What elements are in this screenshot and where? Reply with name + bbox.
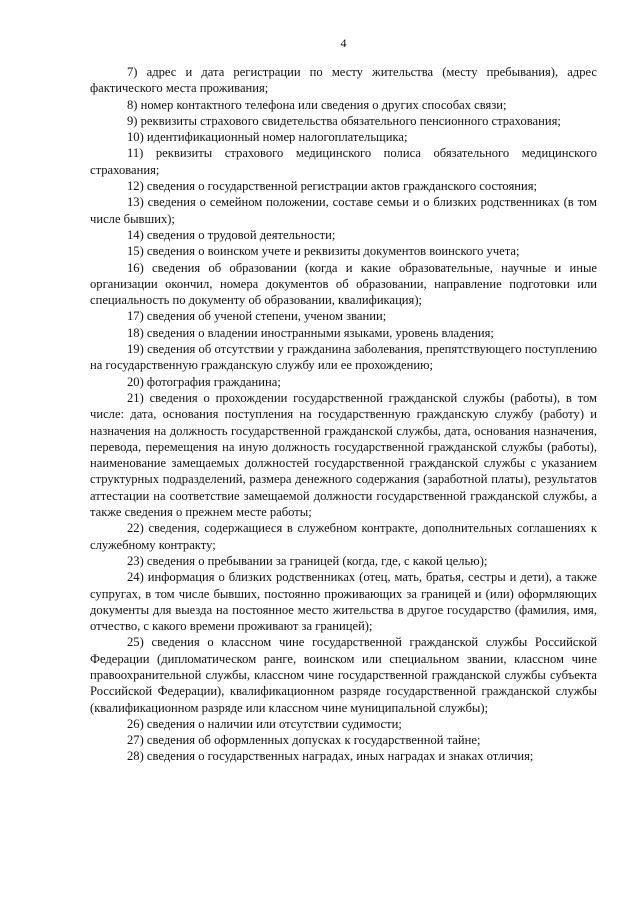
- list-item: 12) сведения о государственной регистрации актов гражданского состояния;: [127, 179, 538, 194]
- list-item: 20) фотография гражданина;: [127, 374, 281, 389]
- list-item: 10) идентификационный номер налогоплательщика;: [127, 130, 408, 145]
- list-item: 7) адрес и дата регистрации по месту жительства (месту пребывания), адрес фактического места проживания;: [90, 65, 597, 96]
- list-item: 19) сведения об отсутствии у гражданина заболевания, препятствующего поступлению на государственную гражданскую службу или ее прохождению;: [90, 342, 597, 373]
- list-item: 28) сведения о государственных наградах, иных наградах и знаках отличия;: [127, 749, 534, 764]
- page-number: 4: [340, 36, 347, 50]
- list-item: 14) сведения о трудовой деятельности;: [127, 227, 336, 242]
- list-item: 15) сведения о воинском учете и реквизиты документов воинского учета;: [127, 244, 520, 259]
- list-item: 18) сведения о владении иностранными языками, уровень владения;: [127, 325, 494, 340]
- list-item: 9) реквизиты страхового свидетельства обязательного пенсионного страхования;: [127, 113, 561, 128]
- list-item: 21) сведения о прохождении государственной гражданской службы (работы), в том числе: дата, основания поступления на государственную гражданскую службу (работу) и назначения на должность государственной гражданской службы, дата, основания назначения, перевода, перемещения на иную должность государственной гражданской службы (работы), наименование замещаемых должностей государственной гражданской службы с указанием структурных подразделений, размера денежного содержания (заработной платы), результатов аттестации на соответствие замещаемой должности государственной гражданской службы, а также сведения о прежнем месте работы;: [90, 390, 597, 520]
- list-item: 11) реквизиты страхового медицинского полиса обязательного медицинского страхования;: [90, 146, 597, 177]
- list-item: 13) сведения о семейном положении, составе семьи и о близких родственниках (в том числе бывших);: [90, 195, 597, 226]
- list-item: 27) сведения об оформленных допусках к государственной тайне;: [127, 733, 481, 748]
- list-item: 23) сведения о пребывании за границей (когда, где, с какой целью);: [127, 553, 488, 568]
- list-item: 22) сведения, содержащиеся в служебном контракте, дополнительных соглашениях к служебному контракту;: [90, 521, 597, 552]
- list-item: 17) сведения об ученой степени, ученом звании;: [127, 309, 387, 324]
- list-item: 8) номер контактного телефона или сведения о других способах связи;: [127, 97, 507, 112]
- list-item: 16) сведения об образовании (когда и какие образовательные, научные и иные организации окончил, номера документов об образовании, направление подготовки или специальность по документу об образовании, квалификация);: [90, 260, 597, 308]
- list-item: 24) информация о близких родственниках (отец, мать, братья, сестры и дети), а также супругах, в том числе бывших, постоянно проживающих за границей и (или) оформляющих документы для выезда на постоянное место жительства в другое государство (фамилия, имя, отчество, с какого времени проживают за границей);: [90, 570, 597, 634]
- document-body: [90, 64, 597, 765]
- list-item: 25) сведения о классном чине государственной гражданской службы Российской Федерации (дипломатическом ранге, воинском или специальном звании, классном чине правоохранительной службы, классном чине государственной гражданской службы субъекта Российской Федерации), квалификационном разряде государственной гражданской службы (квалификационном разряде или классном чине муниципальной службы);: [90, 635, 597, 715]
- list-item: 26) сведения о наличии или отсутствии судимости;: [127, 716, 402, 731]
- document-page: [90, 0, 597, 905]
